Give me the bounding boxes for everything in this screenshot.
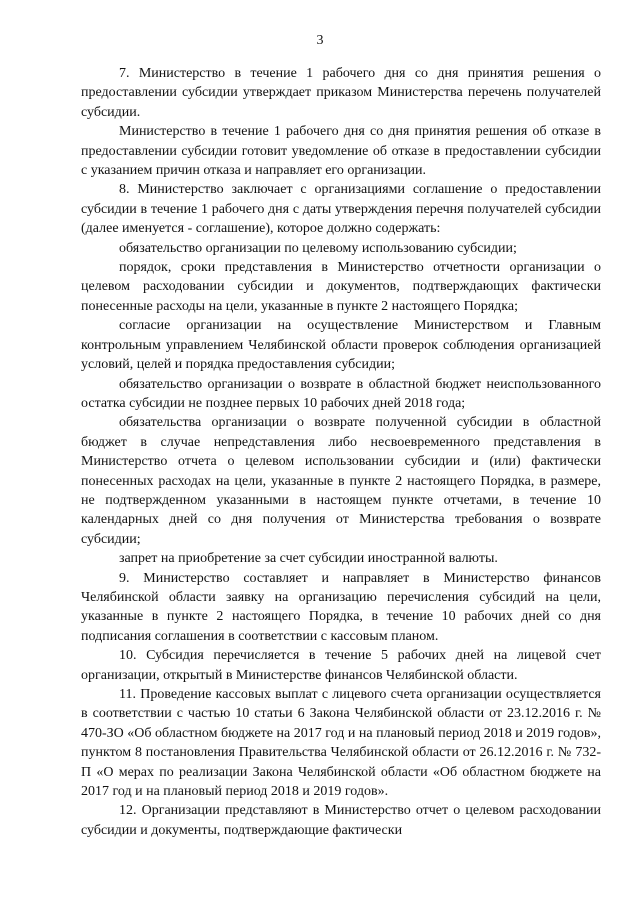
document-body bbox=[81, 64, 601, 840]
paragraph-8: 8. Министерство заключает с организациями соглашение о предоставлении субсидии в течение 1 рабочего дня с даты утверждения перечня получателей субсидии (далее именуется - соглашение), которое должно содержать: bbox=[81, 182, 601, 237]
agreement-item-reporting: порядок, сроки представления в Министерство отчетности организации о целевом расходовании субсидии и документов, подтверждающих фактически понесенные расходы на цели, указанные в пункте 2 настоящего Порядка; bbox=[81, 260, 601, 314]
paragraph-refusal-notice: Министерство в течение 1 рабочего дня со дня принятия решения об отказе в предоставлении субсидии готовит уведомление об отказе в предоставлении субсидии с указанием причин отказа и направляет его организации. bbox=[81, 124, 601, 179]
agreement-item-inspections: согласие организации на осуществление Министерством и Главным контрольным управлением Челябинской области проверок соблюдения организацией условий, целей и порядка предоставления субсидии; bbox=[81, 318, 601, 373]
paragraph-10: 10. Субсидия перечисляется в течение 5 рабочих дней на лицевой счет организации, открытый в Министерстве финансов Челябинской области. bbox=[81, 648, 601, 683]
agreement-item-target-use: обязательство организации по целевому использованию субсидии; bbox=[119, 240, 517, 256]
paragraph-9: 9. Министерство составляет и направляет в Министерство финансов Челябинской области заявку на организацию перечисления субсидий на цели, указанные в пункте 2 настоящего Порядка, в течение 10 рабочих дней со дня подписания соглашения в соответствии с кассовым планом. bbox=[81, 570, 601, 644]
paragraph-12: 12. Организации представляют в Министерство отчет о целевом расходовании субсидии и документы, подтверждающие фактически bbox=[81, 803, 601, 838]
paragraph-11: 11. Проведение кассовых выплат с лицевого счета организации осуществляется в соответствии с частью 10 статьи 6 Закона Челябинской области от 23.12.2016 г. № 470-ЗО «Об областном бюджете на 2017 год и на плановый период 2018 и 2019 годов», пунктом 8 постановления Правительства Челябинской области от 26.12.2016 г. № 732-П «О мерах по реализации Закона Челябинской области «Об областном бюджете на 2017 год и на плановый период 2018 и 2019 годов». bbox=[81, 687, 601, 800]
page-number: 3 bbox=[316, 33, 324, 48]
paragraph-7: 7. Министерство в течение 1 рабочего дня со дня принятия решения о предоставлении субсидии утверждает приказом Министерства перечень получателей субсидии. bbox=[81, 66, 601, 120]
agreement-item-return-remainder: обязательство организации о возврате в областной бюджет неиспользованного остатка субсидии не позднее первых 10 рабочих дней 2018 года; bbox=[81, 376, 601, 411]
agreement-item-return-subsidy: обязательства организации о возврате полученной субсидии в областной бюджет в случае непредставления либо несвоевременного представления в Министерство отчета о целевом использовании субсидии и (или) фактически понесенных расходах на цели, указанные в пункте 2 настоящего Порядка, в размере, не подтвержденном указанными в настоящем пункте отчетами, в течение 10 календарных дней со дня получения от Министерства требования о возврате субсидии; bbox=[81, 415, 601, 547]
agreement-item-currency-ban: запрет на приобретение за счет субсидии иностранной валюты. bbox=[119, 551, 498, 567]
